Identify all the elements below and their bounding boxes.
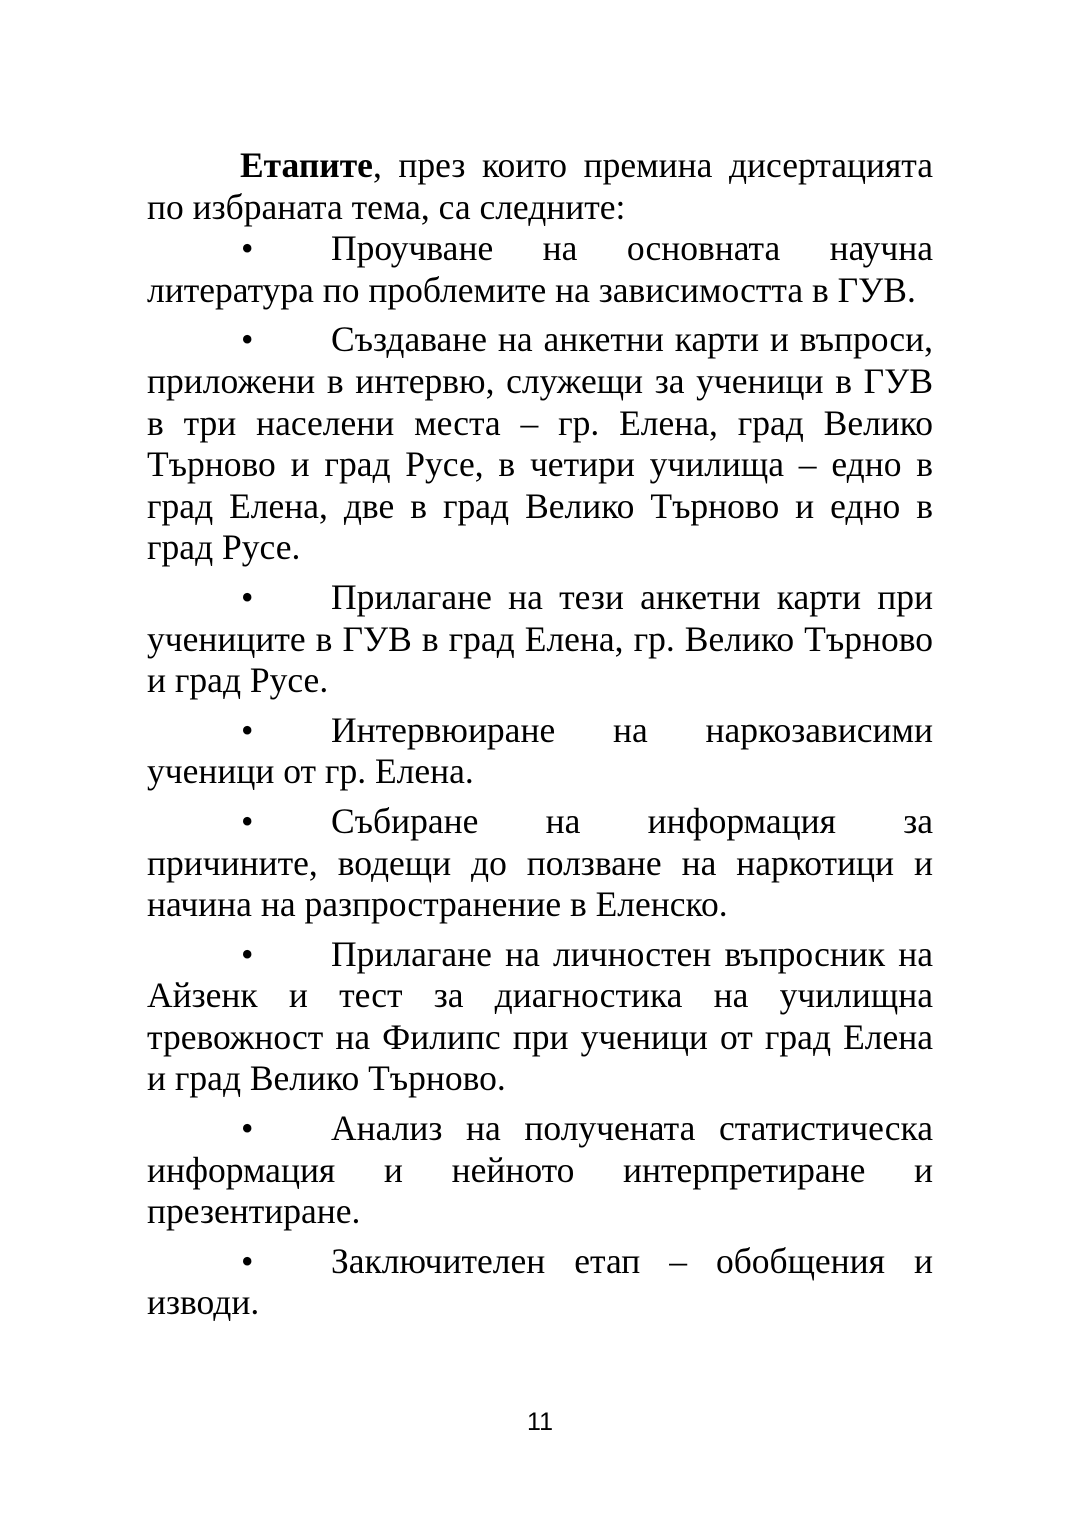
page-content <box>147 145 933 1324</box>
list-item-text: Прилагане на личностен въпросник на Айзенк и тест за диагностика на училищна тревожност на Филипс при ученици от град Елена и град Велико Търново. <box>147 933 933 1099</box>
intro-paragraph <box>147 145 933 228</box>
list-item <box>147 710 933 793</box>
list-item-text: Проучване на основната научна литература по проблемите на зависимостта в ГУВ. <box>147 228 933 310</box>
list-item <box>147 319 933 569</box>
list-item <box>147 1108 933 1233</box>
bullet-icon: • <box>241 319 254 360</box>
list-item <box>147 934 933 1100</box>
list-item <box>147 1241 933 1324</box>
page-number: 11 <box>527 1408 553 1436</box>
list-item-text: Анализ на получената статистическа информация и нейното интерпретиране и презентиране. <box>147 1108 933 1232</box>
list-item-text: Събиране на информация за причините, водещи до ползване на наркотици и начина на разпространение в Еленско. <box>147 800 933 925</box>
bullet-icon: • <box>241 1240 254 1281</box>
list-item-text: Интервюиране на наркозависими ученици от гр. Елена. <box>147 709 933 792</box>
intro-text: , през които премина дисертацията по избраната тема, са следните: <box>147 145 933 227</box>
list-item-text: Създаване на анкетни карти и въпроси, приложени в интервю, служещи за ученици в ГУВ в три населени места – гр. Елена, град Велико Търново и град Русе, в четири училища – едно в град Елена, две в град Велико Търново и едно в град Русе. <box>147 319 933 568</box>
intro-bold-term: Етапите <box>240 145 373 185</box>
bullet-icon: • <box>241 709 254 750</box>
bullet-icon: • <box>241 933 254 974</box>
list-item-text: Заключителен етап – обобщения и изводи. <box>147 1240 933 1323</box>
bullet-icon: • <box>241 800 254 841</box>
bullet-icon: • <box>241 576 254 617</box>
bullet-icon: • <box>241 228 254 269</box>
list-item <box>147 228 933 311</box>
list-item <box>147 801 933 926</box>
stages-list <box>147 228 933 1324</box>
bullet-icon: • <box>241 1108 254 1149</box>
list-item-text: Прилагане на тези анкетни карти при учениците в ГУВ в град Елена, гр. Велико Търново и град Русе. <box>147 576 933 701</box>
list-item <box>147 577 933 702</box>
